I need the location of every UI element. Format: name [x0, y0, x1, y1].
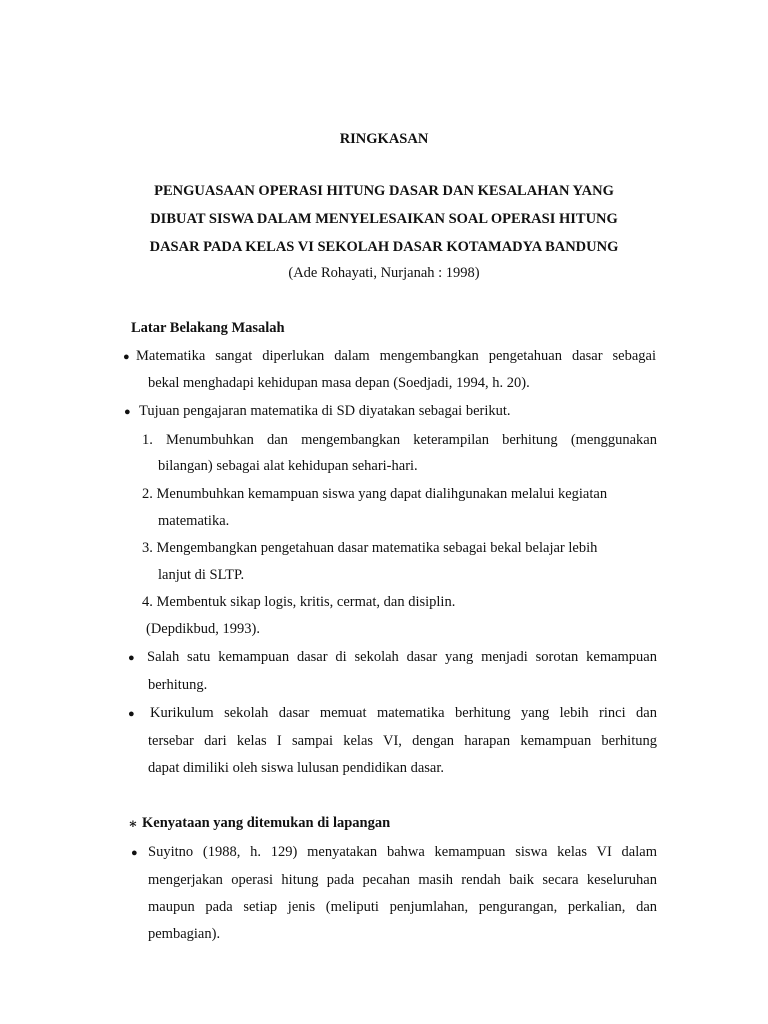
bullet-4-line-1: Kurikulum sekolah dasar memuat matematika berhitung yang lebih rinci dan: [150, 705, 657, 721]
subtitle-line-3: DASAR PADA KELAS VI SEKOLAH DASAR KOTAMADYA BANDUNG: [149, 239, 619, 255]
asterisk-icon: ∗: [128, 817, 138, 832]
subtitle-line-1: PENGUASAAN OPERASI HITUNG DASAR DAN KESALAHAN YANG: [154, 183, 614, 199]
bullet-icon: ●: [124, 406, 131, 418]
bullet-icon: ●: [131, 847, 138, 859]
bullet-1-line-1: Matematika sangat diperlukan dalam mengembangkan pengetahuan dasar sebagai: [136, 348, 656, 364]
bullet-3-line-2: berhitung.: [148, 677, 208, 693]
section-heading-latar-belakang: Latar Belakang Masalah: [131, 320, 285, 336]
section2-bullet-1-line-2: mengerjakan operasi hitung pada pecahan masih rendah baik secara keseluruhan: [148, 872, 657, 888]
list-item-2-line-2: matematika.: [158, 513, 230, 529]
section2-bullet-1-line-3: maupun pada setiap jenis (meliputi penjumlahan, pengurangan, perkalian, dan: [148, 899, 657, 915]
section2-bullet-1-line-4: pembagian).: [148, 926, 221, 942]
list-item-3-line-1: 3. Mengembangkan pengetahuan dasar matematika sebagai bekal belajar lebih: [142, 540, 598, 556]
citation-depdikbud: (Depdikbud, 1993).: [146, 621, 260, 637]
list-item-4-line-1: 4. Membentuk sikap logis, kritis, cermat, dan disiplin.: [142, 594, 456, 610]
list-item-1-line-2: bilangan) sebagai alat kehidupan sehari-hari.: [158, 458, 418, 474]
bullet-4-line-2: tersebar dari kelas I sampai kelas VI, dengan harapan kemampuan berhitung: [148, 733, 657, 749]
bullet-1-line-2: bekal menghadapi kehidupan masa depan (Soedjadi, 1994, h. 20).: [148, 375, 530, 391]
bullet-icon: ●: [123, 351, 130, 363]
section-heading-kenyataan: Kenyataan yang ditemukan di lapangan: [142, 815, 391, 831]
subtitle-line-2: DIBUAT SISWA DALAM MENYELESAIKAN SOAL OPERASI HITUNG: [150, 211, 618, 227]
list-item-1-line-1: 1. Menumbuhkan dan mengembangkan keterampilan berhitung (menggunakan: [142, 432, 657, 448]
bullet-3-line-1: Salah satu kemampuan dasar di sekolah dasar yang menjadi sorotan kemampuan: [147, 649, 657, 665]
bullet-icon: ●: [128, 708, 135, 720]
authors: (Ade Rohayati, Nurjanah : 1998): [288, 265, 480, 281]
bullet-2-line-1: Tujuan pengajaran matematika di SD diyatakan sebagai berikut.: [139, 403, 511, 419]
list-item-3-line-2: lanjut di SLTP.: [158, 567, 245, 583]
list-item-2-line-1: 2. Menumbuhkan kemampuan siswa yang dapat dialihgunakan melalui kegiatan: [142, 486, 608, 502]
bullet-icon: ●: [128, 652, 135, 664]
bullet-4-line-3: dapat dimiliki oleh siswa lulusan pendidikan dasar.: [148, 760, 444, 776]
section2-bullet-1-line-1: Suyitno (1988, h. 129) menyatakan bahwa kemampuan siswa kelas VI dalam: [148, 844, 657, 860]
document-title: RINGKASAN: [339, 131, 429, 147]
